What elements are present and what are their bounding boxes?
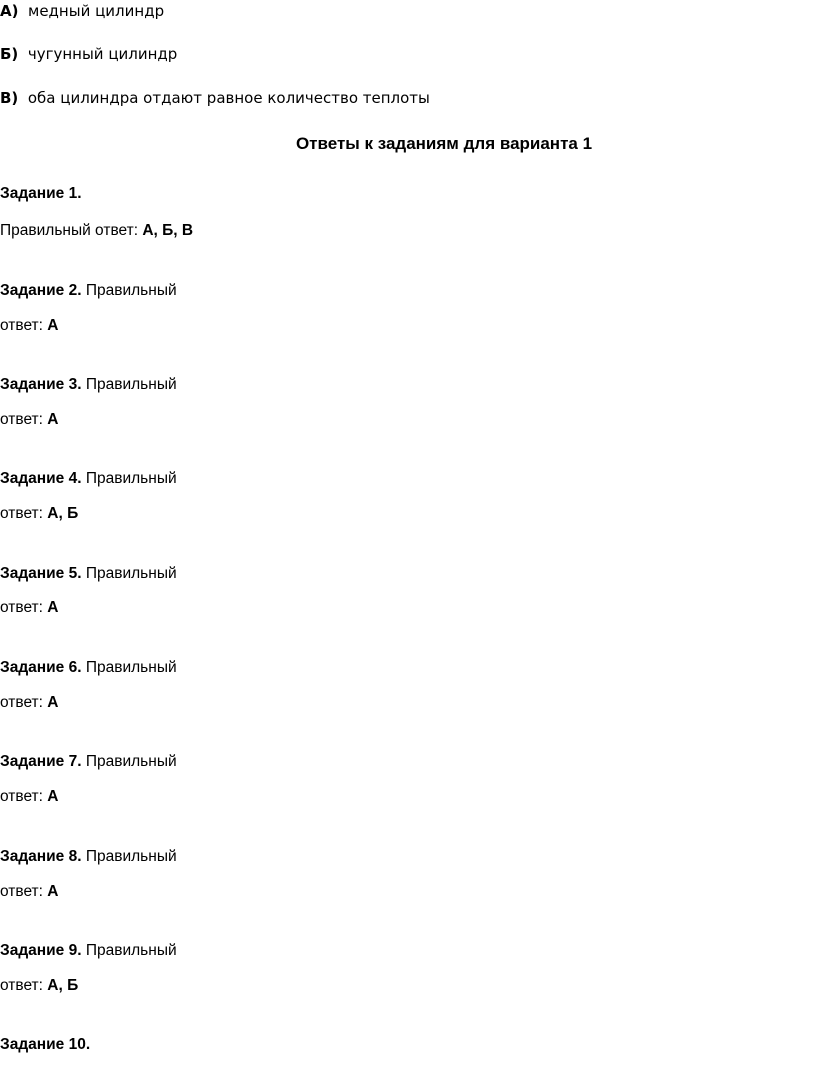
option-letter: В): [0, 89, 19, 107]
task-2-label: Задание 2. Правильный: [0, 282, 177, 299]
task-1-label: Задание 1.: [0, 185, 82, 202]
answer-value: А: [47, 883, 59, 900]
task-3-answer: ответ: А: [0, 411, 59, 428]
answer-value: А: [47, 599, 59, 616]
option-a: [0, 1, 164, 21]
task-9-label: Задание 9. Правильный: [0, 942, 177, 959]
answer-value: А, Б, В: [142, 222, 194, 239]
answer-value: А: [47, 317, 59, 334]
answer-value: А, Б: [47, 977, 79, 994]
option-letter: Б): [0, 45, 19, 63]
task-9-answer: ответ: А, Б: [0, 977, 79, 994]
task-6-label: Задание 6. Правильный: [0, 659, 177, 676]
task-2-answer: ответ: А: [0, 317, 59, 334]
answer-value: А, Б: [47, 505, 79, 522]
answers-heading: Ответы к заданиям для варианта 1: [295, 134, 593, 153]
task-6-answer: ответ: А: [0, 694, 59, 711]
task-7-answer: ответ: А: [0, 788, 59, 805]
option-text: оба цилиндра отдают равное количество теплоты: [27, 89, 430, 107]
option-text: медный цилиндр: [28, 2, 165, 20]
answer-value: А: [47, 411, 59, 428]
answer-value: А: [47, 788, 59, 805]
task-7-label: Задание 7. Правильный: [0, 753, 177, 770]
task-4-label: Задание 4. Правильный: [0, 470, 177, 487]
option-letter: А): [0, 2, 19, 20]
option-b: [0, 44, 177, 64]
task-3-label: Задание 3. Правильный: [0, 376, 177, 393]
task-8-label: Задание 8. Правильный: [0, 848, 177, 865]
task-5-answer: ответ: А: [0, 599, 59, 616]
answer-value: А: [47, 694, 59, 711]
task-10-label: Задание 10.: [0, 1036, 91, 1053]
option-c: [0, 88, 430, 108]
task-4-answer: ответ: А, Б: [0, 505, 79, 522]
option-text: чугунный цилиндр: [27, 45, 178, 63]
task-1-answer: Правильный ответ: А, Б, В: [0, 222, 194, 239]
task-8-answer: ответ: А: [0, 883, 59, 900]
task-5-label: Задание 5. Правильный: [0, 565, 177, 582]
